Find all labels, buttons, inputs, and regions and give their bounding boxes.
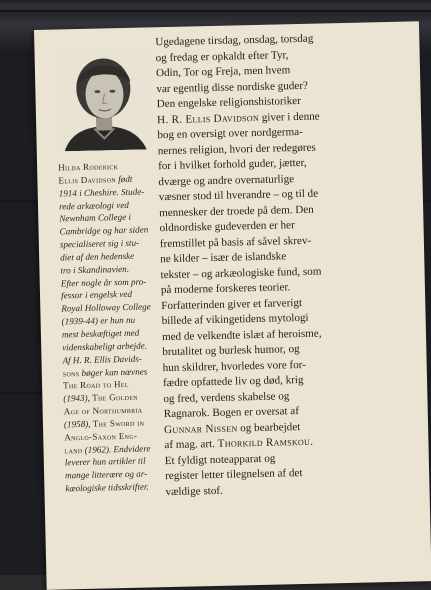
text-segment: (1939-44) er hun nu <box>61 314 136 327</box>
small-caps-name: H. R. Ellis Davidson <box>156 111 260 126</box>
biography-line <box>59 223 159 238</box>
author-portrait-photo <box>58 49 148 151</box>
text-segment: giver i denne <box>258 110 320 124</box>
text-segment: tro i Skandinavien. <box>60 263 130 276</box>
text-segment: diet af den hedenske <box>60 250 135 263</box>
text-segment: . <box>309 435 314 448</box>
text-segment: brutalitet og burlesk humor, og <box>162 343 300 359</box>
text-segment: ne kilder – især de islandske <box>160 250 287 266</box>
text-segment: Et fyldigt noteapparat og <box>164 452 276 467</box>
text-segment: Af H. R. Ellis Davids- <box>62 353 142 366</box>
text-segment: register letter tilegnelsen af det <box>165 467 303 483</box>
text-segment: vældige stof. <box>165 484 223 498</box>
text-segment: (1943), <box>63 392 93 404</box>
author-portrait-image <box>58 49 148 151</box>
text-segment: af mag. art. <box>164 437 218 452</box>
text-segment: tekster – og arkæologiske fund, som <box>160 265 322 281</box>
text-segment: og fred, verdens skabelse og <box>163 389 290 405</box>
text-segment: fremstillet på basis af såvel skrev- <box>159 234 312 250</box>
small-caps-name: The Sword in <box>92 417 145 429</box>
biography-line <box>61 300 161 315</box>
text-segment: Royal Holloway College <box>61 301 151 314</box>
text-segment: hun skildrer, hvorledes vore for- <box>162 358 306 374</box>
text-segment: og fredag er opkaldt efter Tyr, <box>155 48 289 64</box>
text-segment: leverer hun artikler til <box>64 455 146 468</box>
text-segment: mest beskæftiget med <box>61 327 140 340</box>
small-caps-name: The Road to Hel <box>62 379 129 391</box>
text-segment: Efter nogle år som pro- <box>60 276 147 289</box>
small-caps-name: land <box>64 444 83 455</box>
small-caps-name: The Golden <box>92 391 138 403</box>
text-segment: på moderne forskeres teorier. <box>160 281 291 297</box>
text-segment: Ugedagene tirsdag, onsdag, torsdag <box>155 32 314 49</box>
text-segment: mange litterære og ar- <box>65 468 148 481</box>
book-description <box>155 29 427 500</box>
text-segment: oldnordiske gudeverden er her <box>159 219 295 235</box>
text-segment: billede af vikingetidens mytologi <box>161 311 309 328</box>
text-segment: Den engelske religionshistoriker <box>156 94 302 111</box>
text-segment: rede arkæologi ved <box>58 199 129 212</box>
text-segment: dværge og andre overnaturlige <box>158 172 295 188</box>
text-segment: født <box>115 173 133 185</box>
author-biography <box>58 159 166 495</box>
text-segment: kæologiske tidsskrifter. <box>65 481 149 494</box>
text-segment: (1958), <box>63 418 93 430</box>
small-caps-name: Anglo-Saxon Eng- <box>64 430 138 443</box>
text-segment: bog en oversigt over nordgerma- <box>157 125 303 142</box>
plank-seam <box>0 10 431 12</box>
text-segment: 1914 i Cheshire. Stude- <box>58 186 145 199</box>
text-segment: Newnham College i <box>59 212 132 224</box>
text-segment: mennesker der troede på dem. Den <box>159 203 314 219</box>
text-segment: Cambridge og har siden <box>59 224 149 237</box>
text-segment: Forfatterinden giver et farverigt <box>161 296 303 312</box>
text-segment: og bearbejdet <box>237 420 301 434</box>
text-segment: væsner stod til hverandre – og til de <box>158 187 319 204</box>
small-caps-name: Thorkild Ramskou <box>217 435 311 450</box>
small-caps-name: Ellis Davidson <box>58 174 117 186</box>
text-segment: Ragnarok. Bogen er oversat af <box>163 405 300 421</box>
small-caps-name: sons <box>62 367 80 378</box>
text-segment: for i hvilket forhold guder, jætter, <box>157 156 307 173</box>
small-caps-name: Hilda Roderick <box>58 161 119 173</box>
text-segment: var egentlig disse nordiske guder? <box>156 79 309 95</box>
text-segment: specialiseret sig i stu- <box>59 237 140 250</box>
biography-line <box>59 185 159 200</box>
small-caps-name: Gunnar Nissen <box>163 421 238 436</box>
small-caps-name: Age of Northumbria <box>63 404 143 417</box>
text-segment: fessor i engelsk ved <box>60 289 133 301</box>
text-segment: bøger kan nævnes <box>79 366 148 378</box>
text-segment: (1962). Endvidere <box>82 443 151 455</box>
text-segment: Odin, Tor og Freja, men hvem <box>155 64 291 80</box>
book-back-cover <box>34 21 431 590</box>
text-segment: videnskabeligt arbejde. <box>62 340 148 353</box>
text-segment: fædre opfattede liv og død, krig <box>162 373 304 390</box>
biography-line <box>65 480 165 495</box>
text-segment: med de velkendte islæt af heroisme, <box>161 327 322 343</box>
text-segment: nernes religion, hvori der redegøres <box>157 141 316 157</box>
